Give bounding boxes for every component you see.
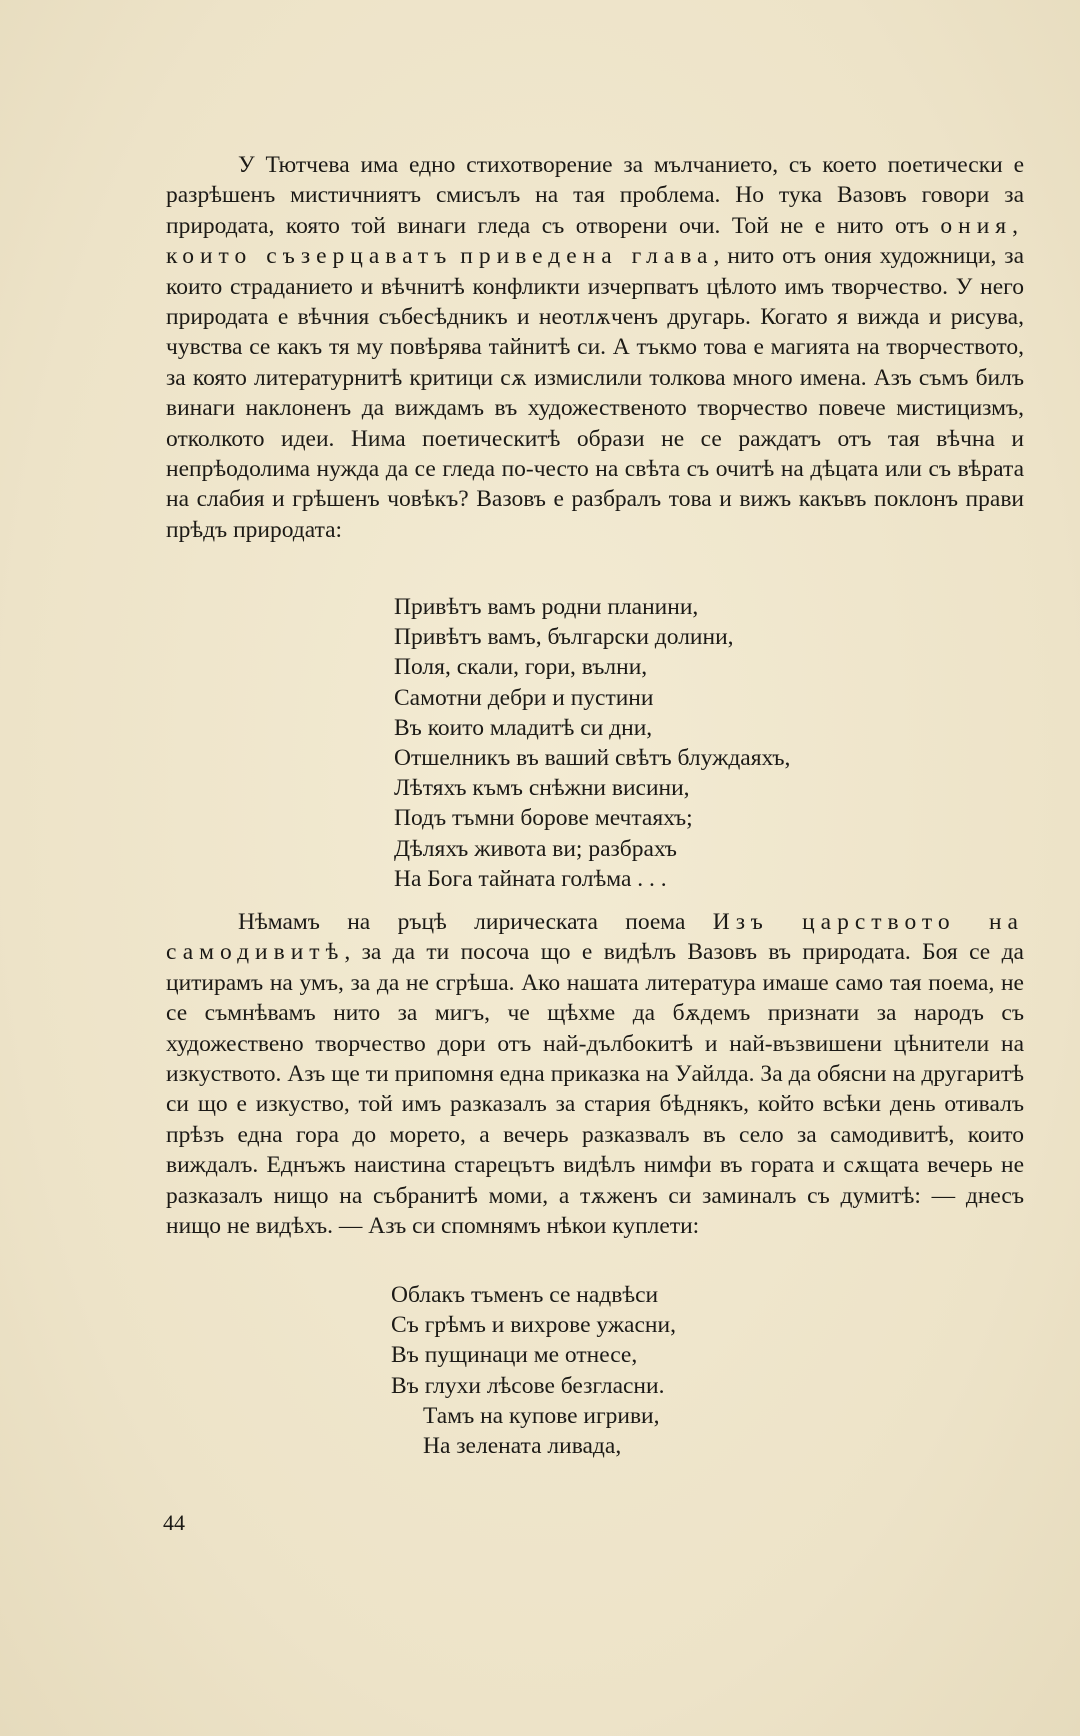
poem-line: Въ които младитѣ си дни, [394, 714, 653, 741]
poem-line: Дѣляхъ живота ви; разбрахъ [394, 835, 677, 862]
page-number: 44 [163, 1510, 185, 1535]
poem-line: Въ пущинаци ме отнесе, [391, 1342, 638, 1369]
poem-line: Привѣтъ вамъ, български долини, [394, 624, 734, 651]
paragraph-2-text [166, 907, 1024, 1241]
paragraph-2 [166, 907, 1024, 1241]
poem-line: Тамъ на купове игриви, [423, 1402, 660, 1429]
poem-line: Поля, скали, гори, вълни, [394, 654, 648, 681]
paragraph-1-spaced-phrase: приведена глава [460, 243, 714, 270]
paragraph-1-spaced-phrase: ония, които съзерцаватъ [166, 212, 1024, 270]
poem-line: На зелената ливада, [423, 1433, 622, 1460]
paragraph-1-segment: , нито отъ ония художници, за които страданието и вѣчнитѣ конфликти изчерпватъ цѣлото имъ творчество. У него природата е вѣчния събесѣдникъ и неотлѫченъ другарь. Когато я вижда и рисува, чувства се какъ тя му повѣрява тайнитѣ си. А тъкмо това е магията на творчеството, за която литературнитѣ критици сѫ измислили толкова много имена. Азъ съмъ билъ винаги наклоненъ да виждамъ въ художественото творчество повече мистицизмъ, отколкото идеи. Нима поетическитѣ образи не се раждатъ отъ тая вѣчна и непрѣодолима нужда да се гледа по-често на свѣта съ очитѣ на дѣцата или съ вѣрата на слабия и грѣшенъ човѣкъ? Вазовъ е разбралъ това и вижъ какъвъ поклонъ прави прѣдъ природата: [166, 243, 1025, 543]
poem-2 [391, 1280, 676, 1461]
poem-line: Привѣтъ вамъ родни планини, [394, 594, 699, 620]
poem-line: Лѣтяхъ къмъ снѣжни висини, [394, 775, 690, 802]
poem-line: Подъ тъмни борове мечтаяхъ; [394, 805, 693, 832]
paragraph-1 [166, 150, 1024, 545]
poem-line: На Бога тайната голѣма . . . [394, 865, 667, 892]
paragraph-2-segment: Нѣмамъ на ръцѣ лирическата поема [238, 909, 713, 935]
poem-1 [394, 592, 790, 894]
poem-line: Самотни дебри и пустини [394, 684, 654, 711]
poem-line: Облакъ тъменъ се надвѣси [391, 1282, 659, 1308]
poem-line: Въ глухи лѣсове безгласни. [391, 1372, 665, 1399]
poem-line: Съ грѣмъ и вихрове ужасни, [391, 1312, 676, 1339]
paragraph-2-segment: , за да ти посоча що е видѣлъ Вазовъ въ природата. Боя се да цитирамъ на умъ, за да не сгрѣша. Ако нашата литература имаше само тая поема, не се съмнѣвамъ нито за мигъ, че щѣхме да бѫдемъ признати за народъ съ художествено творчество дори отъ най-дълбокитѣ и най-възвишени цѣнители на изкуството. Азъ ще ти припомня една приказка на Уайлда. За да обясни на другаритѣ си що е изкуство, той имъ разказалъ за стария бѣднякъ, който всѣки день отивалъ прѣзъ една гора до морето, а вечерь разказвалъ въ село за самодивитѣ, които виждалъ. Еднъжъ наистина старецътъ видѣлъ нимфи въ гората и сѫщата вечерь не разказалъ нищо на събранитѣ моми, а тѫженъ си заминалъ съ думитѣ: — днесъ нищо не видѣхъ. — Азъ си спомнямъ нѣкои куплети: [166, 939, 1024, 1240]
poem-title-spaced: Изъ царството на самодивитѣ [166, 909, 1024, 966]
paragraph-1-text [166, 150, 1024, 545]
poem-line: Отшелникъ въ ваший свѣтъ блуждаяхъ, [394, 745, 791, 772]
paragraph-1-segment: У Тютчева има едно стихотворение за мълчанието, съ което поетически е разрѣшенъ мистичниятъ смисълъ на тая проблема. Но тука Вазовъ говори за природата, която той винаги гледа съ отворени очи. Той не е нито отъ [166, 152, 1024, 239]
